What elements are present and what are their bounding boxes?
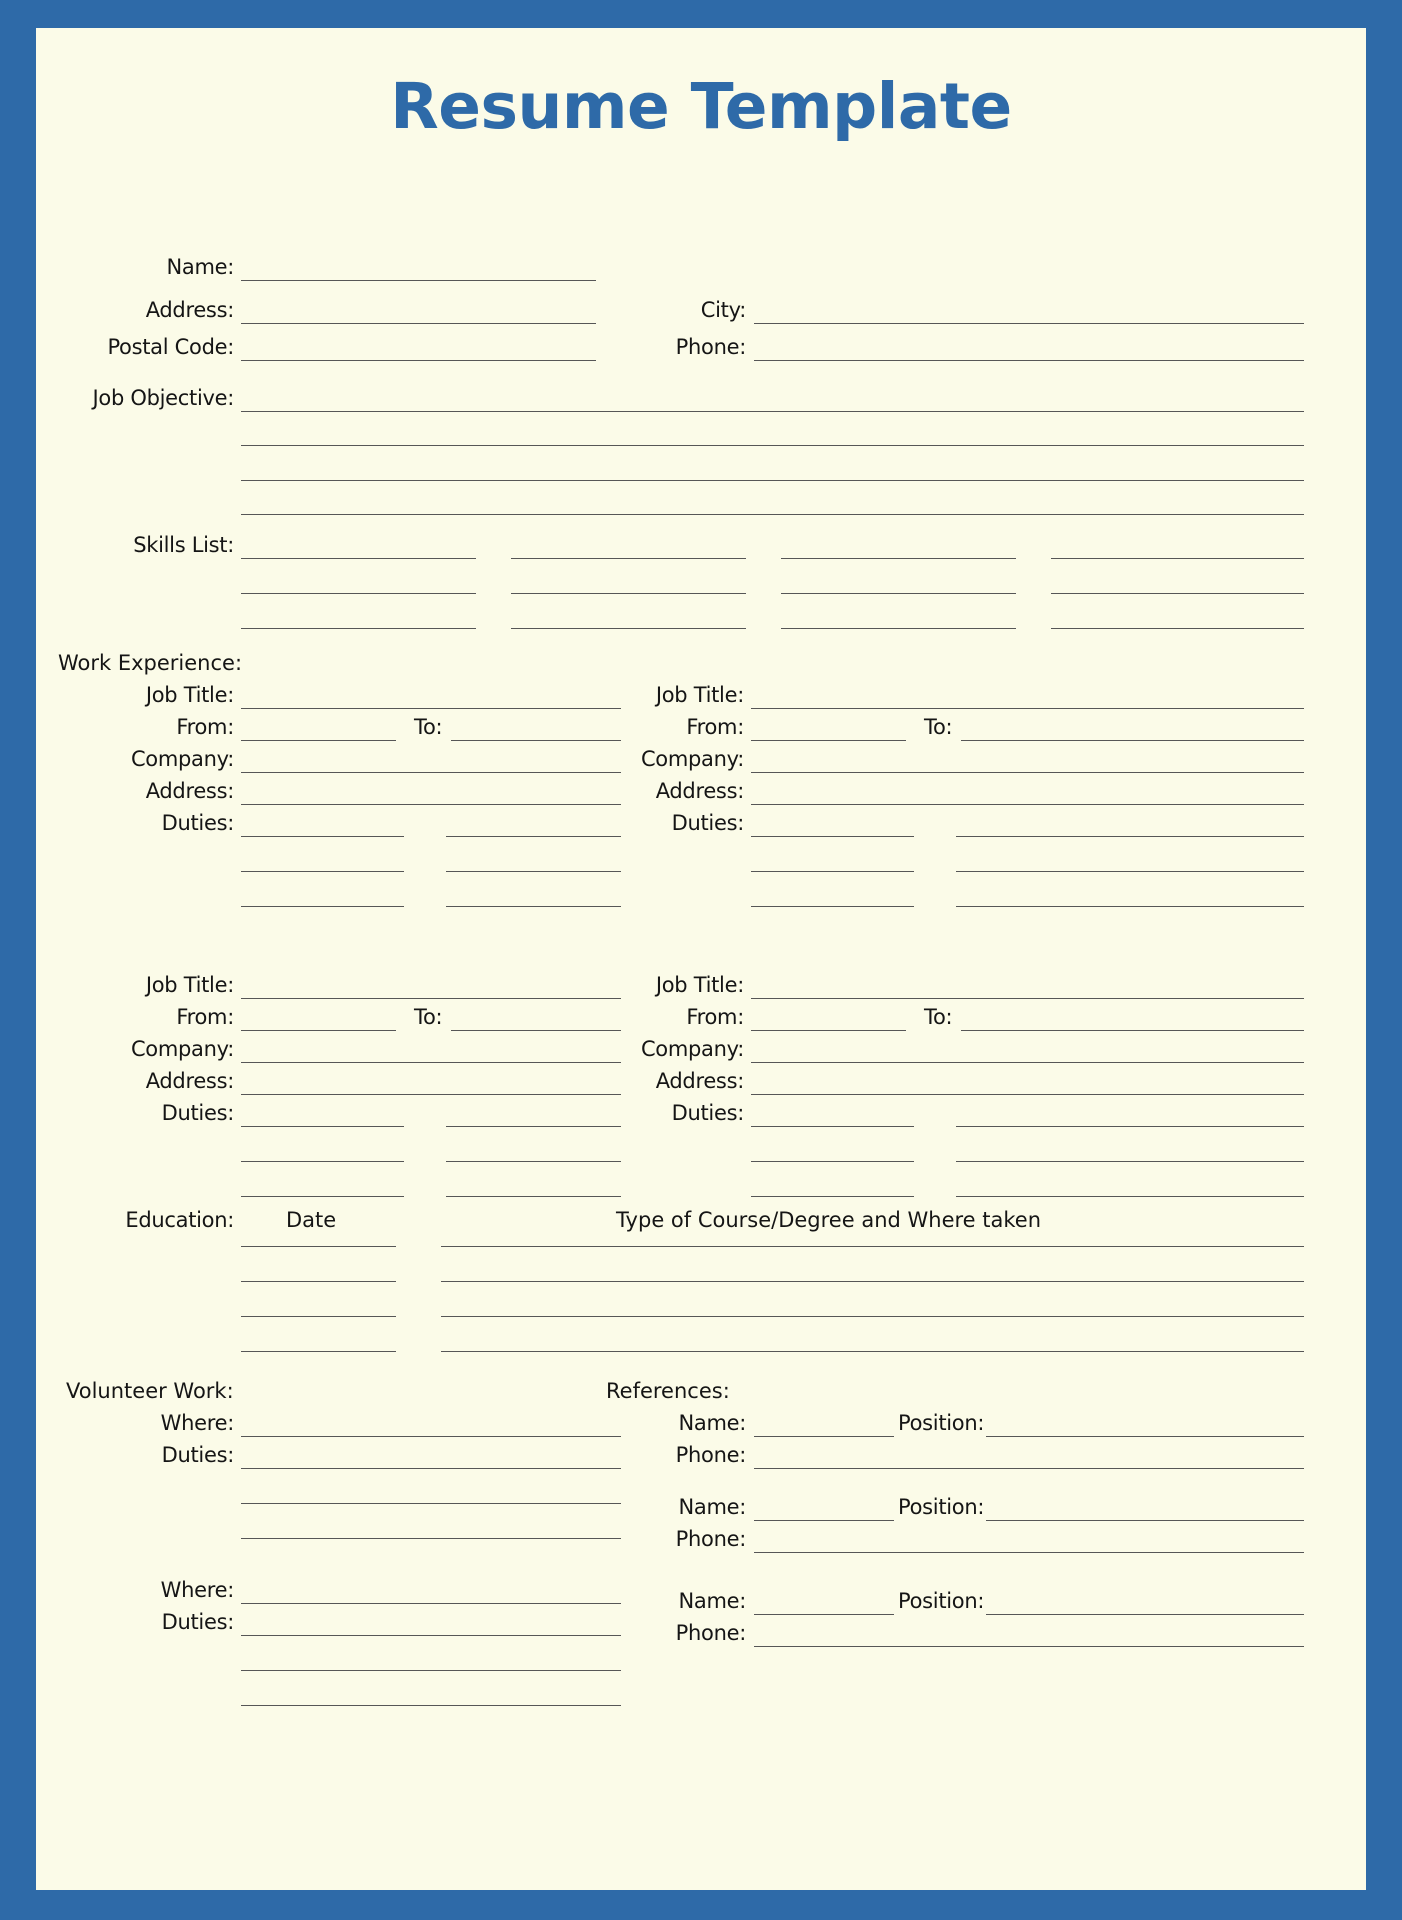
references-section-label: References:	[606, 1379, 730, 1403]
skill-field-3-3[interactable]	[781, 628, 1016, 629]
work-3-duties-1b[interactable]	[446, 1126, 621, 1127]
job-objective-line-4[interactable]	[241, 514, 1304, 515]
skill-field-2-1[interactable]	[241, 593, 476, 594]
skill-field-3-4[interactable]	[1051, 628, 1304, 629]
reference-3-position-label: Position:	[898, 1589, 985, 1613]
work-2-company-label: Company:	[640, 747, 744, 771]
name-input[interactable]	[241, 280, 596, 281]
skill-field-2-2[interactable]	[511, 593, 746, 594]
work-3-from-label: From:	[176, 1005, 234, 1029]
work-3-job-title-label: Job Title:	[145, 973, 234, 997]
volunteer-1-where-input[interactable]	[241, 1436, 621, 1437]
work-4-company-label: Company:	[640, 1037, 744, 1061]
reference-3-name-input[interactable]	[754, 1614, 894, 1615]
work-4-duties-2b[interactable]	[956, 1161, 1304, 1162]
city-label: City:	[700, 298, 746, 322]
skill-field-3-2[interactable]	[511, 628, 746, 629]
address-input[interactable]	[241, 323, 596, 324]
volunteer-section-label: Volunteer Work:	[66, 1379, 234, 1403]
work-2-duties-label: Duties:	[671, 811, 744, 835]
work-3-company-input[interactable]	[241, 1062, 621, 1063]
form-sheet	[36, 143, 1366, 1843]
page-title: Resume Template	[390, 70, 1012, 143]
work-4-duties-label: Duties:	[671, 1101, 744, 1125]
skill-field-3-1[interactable]	[241, 628, 476, 629]
education-date-2[interactable]	[241, 1281, 396, 1282]
work-2-to-input[interactable]	[961, 740, 1304, 741]
work-1-duties-1a[interactable]	[241, 836, 404, 837]
work-4-to-label: To:	[924, 1005, 953, 1029]
work-1-duties-3a[interactable]	[241, 906, 404, 907]
reference-2-phone-label: Phone:	[675, 1527, 746, 1551]
volunteer-1-where-label: Where:	[160, 1411, 234, 1435]
work-2-duties-2b[interactable]	[956, 871, 1304, 872]
reference-3-name-label: Name:	[678, 1589, 746, 1613]
skill-field-2-4[interactable]	[1051, 593, 1304, 594]
work-2-duties-2a[interactable]	[751, 871, 914, 872]
work-4-duties-1b[interactable]	[956, 1126, 1304, 1127]
work-1-duties-2b[interactable]	[446, 871, 621, 872]
education-section-label: Education:	[125, 1208, 234, 1232]
volunteer-1-duties-3[interactable]	[241, 1538, 621, 1539]
reference-2-name-input[interactable]	[754, 1520, 894, 1521]
reference-3-phone-input[interactable]	[754, 1646, 1304, 1647]
name-label: Name:	[166, 255, 234, 279]
work-2-from-label: From:	[686, 715, 744, 739]
job-objective-line-3[interactable]	[241, 480, 1304, 481]
work-4-to-input[interactable]	[961, 1030, 1304, 1031]
work-1-company-input[interactable]	[241, 772, 621, 773]
work-2-to-label: To:	[924, 715, 953, 739]
work-3-job-title-input[interactable]	[241, 998, 621, 999]
education-course-2[interactable]	[441, 1281, 1304, 1282]
job-objective-line-2[interactable]	[241, 445, 1304, 446]
work-4-company-input[interactable]	[751, 1062, 1304, 1063]
reference-1-name-label: Name:	[678, 1411, 746, 1435]
work-1-job-title-input[interactable]	[241, 708, 621, 709]
reference-2-position-label: Position:	[898, 1495, 985, 1519]
work-2-address-label: Address:	[655, 779, 744, 803]
work-1-to-input[interactable]	[451, 740, 621, 741]
work-2-from-input[interactable]	[751, 740, 906, 741]
work-1-job-title-label: Job Title:	[145, 683, 234, 707]
work-3-duties-3a[interactable]	[241, 1196, 404, 1197]
skill-field-1-3[interactable]	[781, 558, 1016, 559]
reference-1-name-input[interactable]	[754, 1436, 894, 1437]
work-3-company-label: Company:	[130, 1037, 234, 1061]
work-3-duties-label: Duties:	[161, 1101, 234, 1125]
volunteer-2-where-input[interactable]	[241, 1603, 621, 1604]
reference-2-phone-input[interactable]	[754, 1552, 1304, 1553]
work-3-from-input[interactable]	[241, 1030, 396, 1031]
job-objective-label: Job Objective:	[92, 386, 234, 410]
work-4-duties-1a[interactable]	[751, 1126, 914, 1127]
work-1-address-input[interactable]	[241, 804, 621, 805]
work-4-duties-3a[interactable]	[751, 1196, 914, 1197]
education-course-4[interactable]	[441, 1351, 1304, 1352]
reference-1-phone-input[interactable]	[754, 1468, 1304, 1469]
address-label: Address:	[145, 298, 234, 322]
skill-field-1-2[interactable]	[511, 558, 746, 559]
skill-field-1-4[interactable]	[1051, 558, 1304, 559]
skill-field-2-3[interactable]	[781, 593, 1016, 594]
work-3-address-input[interactable]	[241, 1094, 621, 1095]
work-4-duties-3b[interactable]	[956, 1196, 1304, 1197]
volunteer-1-duties-label: Duties:	[161, 1443, 234, 1467]
work-3-duties-1a[interactable]	[241, 1126, 404, 1127]
work-3-duties-2a[interactable]	[241, 1161, 404, 1162]
postal-code-input[interactable]	[241, 360, 596, 361]
work-1-company-label: Company:	[130, 747, 234, 771]
work-3-to-input[interactable]	[451, 1030, 621, 1031]
reference-2-position-input[interactable]	[986, 1520, 1304, 1521]
work-2-duties-3a[interactable]	[751, 906, 914, 907]
work-3-address-label: Address:	[145, 1069, 234, 1093]
work-1-to-label: To:	[414, 715, 443, 739]
work-2-duties-3b[interactable]	[956, 906, 1304, 907]
reference-1-position-input[interactable]	[986, 1436, 1304, 1437]
work-4-address-label: Address:	[655, 1069, 744, 1093]
work-2-duties-1b[interactable]	[956, 836, 1304, 837]
work-1-address-label: Address:	[145, 779, 234, 803]
reference-2-name-label: Name:	[678, 1495, 746, 1519]
work-2-job-title-label: Job Title:	[655, 683, 744, 707]
education-course-1[interactable]	[441, 1246, 1304, 1247]
education-date-4[interactable]	[241, 1351, 396, 1352]
education-date-1[interactable]	[241, 1246, 396, 1247]
education-date-header: Date	[286, 1208, 337, 1232]
skills-list-label: Skills List:	[133, 533, 234, 557]
resume-page	[36, 28, 1366, 1890]
work-3-to-label: To:	[414, 1005, 443, 1029]
work-1-duties-3b[interactable]	[446, 906, 621, 907]
volunteer-2-duties-1[interactable]	[241, 1635, 621, 1636]
education-course-3[interactable]	[441, 1316, 1304, 1317]
postal-code-label: Postal Code:	[107, 335, 234, 359]
volunteer-1-duties-2[interactable]	[241, 1503, 621, 1504]
phone-input[interactable]	[754, 360, 1304, 361]
work-4-duties-2a[interactable]	[751, 1161, 914, 1162]
work-3-duties-2b[interactable]	[446, 1161, 621, 1162]
volunteer-2-duties-3[interactable]	[241, 1705, 621, 1706]
work-3-duties-3b[interactable]	[446, 1196, 621, 1197]
work-4-from-label: From:	[686, 1005, 744, 1029]
work-2-job-title-input[interactable]	[751, 708, 1304, 709]
city-input[interactable]	[754, 323, 1304, 324]
work-2-duties-1a[interactable]	[751, 836, 914, 837]
work-1-from-input[interactable]	[241, 740, 396, 741]
reference-1-position-label: Position:	[898, 1411, 985, 1435]
work-1-from-label: From:	[176, 715, 234, 739]
work-2-address-input[interactable]	[751, 804, 1304, 805]
education-course-header: Type of Course/Degree and Where taken	[616, 1208, 1042, 1232]
work-4-job-title-label: Job Title:	[655, 973, 744, 997]
work-2-company-input[interactable]	[751, 772, 1304, 773]
work-1-duties-label: Duties:	[161, 811, 234, 835]
job-objective-line-1[interactable]	[241, 411, 1304, 412]
reference-3-position-input[interactable]	[986, 1614, 1304, 1615]
phone-label: Phone:	[675, 335, 746, 359]
work-4-address-input[interactable]	[751, 1094, 1304, 1095]
volunteer-2-where-label: Where:	[160, 1578, 234, 1602]
work-4-job-title-input[interactable]	[751, 998, 1304, 999]
volunteer-2-duties-2[interactable]	[241, 1670, 621, 1671]
reference-3-phone-label: Phone:	[675, 1621, 746, 1645]
work-1-duties-2a[interactable]	[241, 871, 404, 872]
work-4-from-input[interactable]	[751, 1030, 906, 1031]
education-date-3[interactable]	[241, 1316, 396, 1317]
skill-field-1-1[interactable]	[241, 558, 476, 559]
work-1-duties-1b[interactable]	[446, 836, 621, 837]
reference-1-phone-label: Phone:	[675, 1443, 746, 1467]
work-experience-section-label: Work Experience:	[58, 651, 243, 675]
volunteer-1-duties-1[interactable]	[241, 1468, 621, 1469]
volunteer-2-duties-label: Duties:	[161, 1610, 234, 1634]
